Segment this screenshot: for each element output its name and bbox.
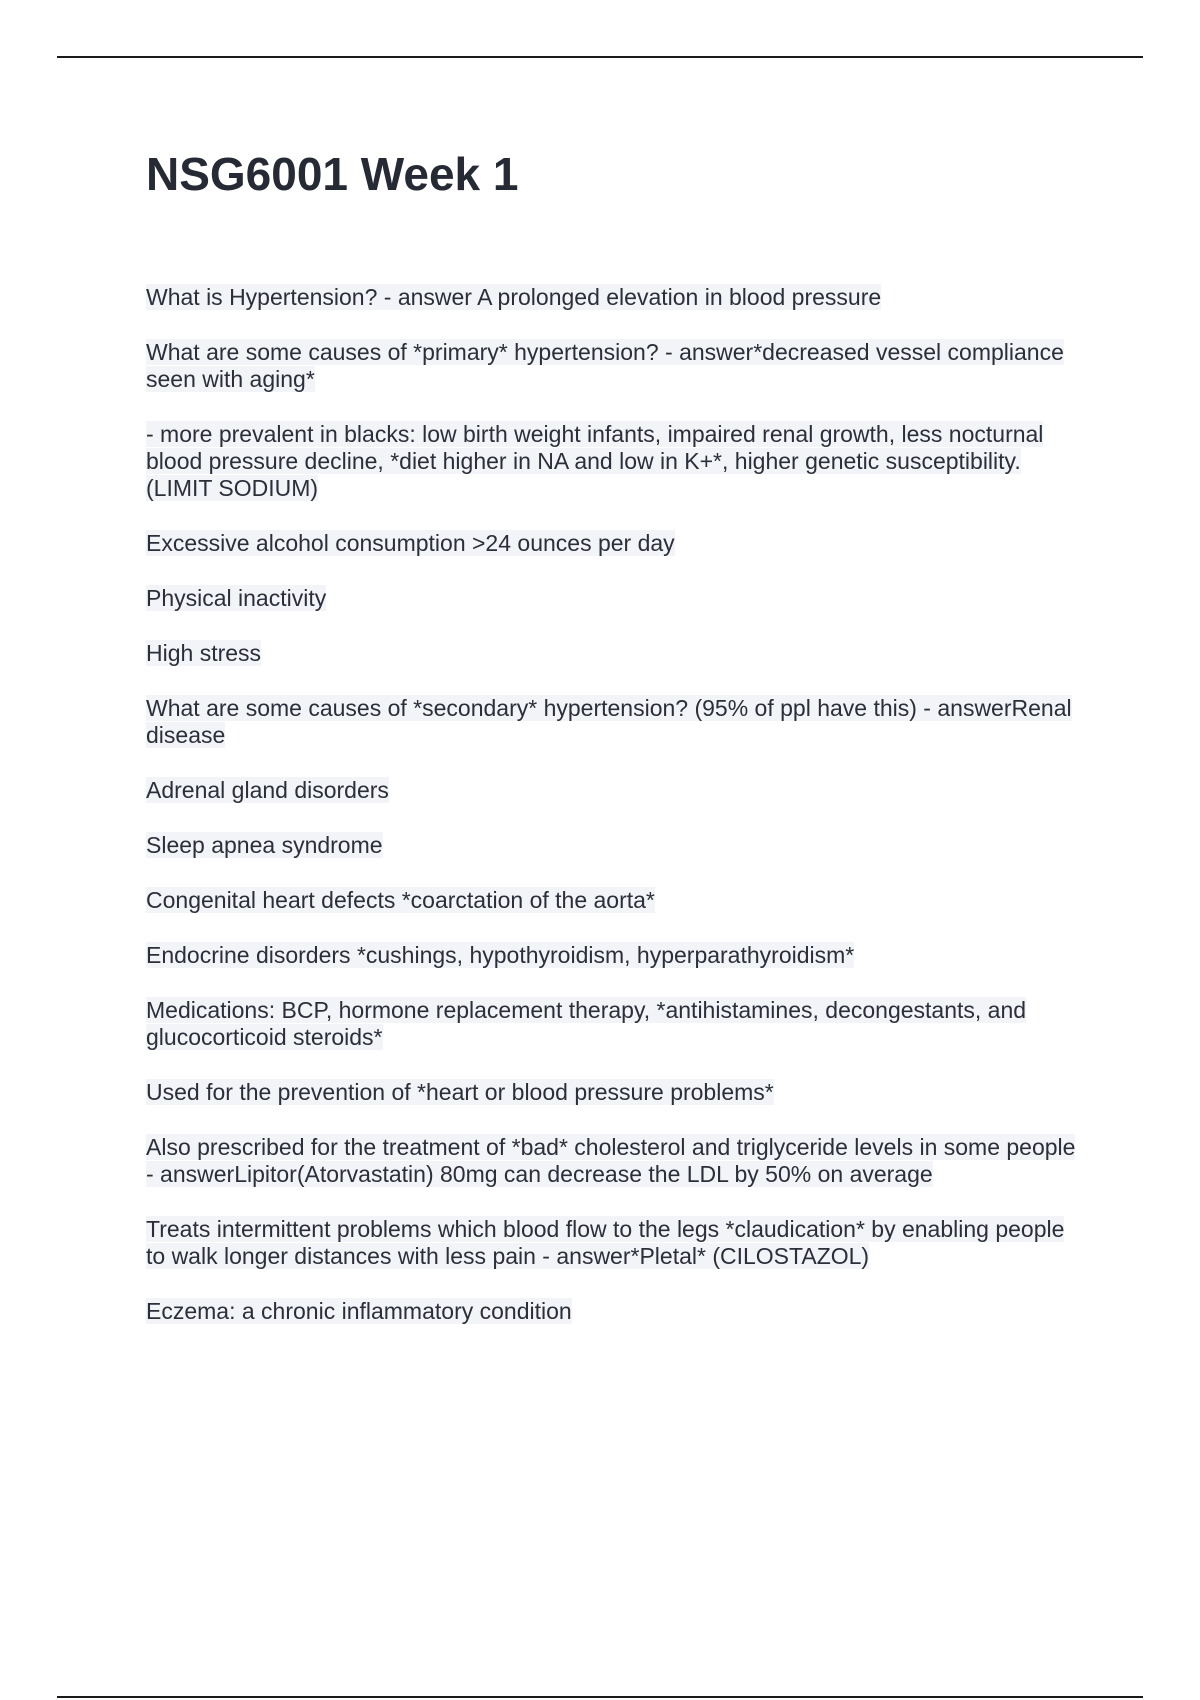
bottom-rule: [57, 1696, 1143, 1698]
paragraph: [146, 777, 1086, 804]
paragraph-text: Used for the prevention of *heart or blood pressure problems*: [146, 1079, 774, 1105]
paragraph-text: Adrenal gland disorders: [146, 777, 389, 803]
paragraph: [146, 640, 1086, 667]
document-body: [146, 284, 1086, 1353]
paragraph-text: High stress: [146, 640, 262, 666]
paragraph: [146, 695, 1086, 749]
paragraph: [146, 1298, 1086, 1325]
top-rule: [57, 56, 1143, 58]
paragraph-text: - more prevalent in blacks: low birth weight infants, impaired renal growth, less nocturnal blood pressure decline, *diet higher in NA and low in K+*, higher genetic susceptibility. (LIMIT SODIUM): [146, 421, 1044, 501]
paragraph: [146, 1079, 1086, 1106]
paragraph: [146, 997, 1086, 1051]
paragraph-text: Sleep apnea syndrome: [146, 832, 383, 858]
paragraph: [146, 887, 1086, 914]
paragraph-text: Medications: BCP, hormone replacement therapy, *antihistamines, decongestants, and glucocorticoid steroids*: [146, 997, 1027, 1050]
paragraph-text: Excessive alcohol consumption >24 ounces per day: [146, 530, 675, 556]
paragraph-text: Also prescribed for the treatment of *bad* cholesterol and triglyceride levels in some people - answerLipitor(Atorvastatin) 80mg can decrease the LDL by 50% on average: [146, 1134, 1076, 1187]
paragraph-text: What are some causes of *primary* hypertension? - answer*decreased vessel compliance seen with aging*: [146, 339, 1064, 392]
document-title: NSG6001 Week 1: [146, 148, 519, 200]
paragraph: [146, 284, 1086, 311]
paragraph-text: Endocrine disorders *cushings, hypothyroidism, hyperparathyroidism*: [146, 942, 855, 968]
paragraph-text: Congenital heart defects *coarctation of the aorta*: [146, 887, 655, 913]
paragraph-text: Physical inactivity: [146, 585, 327, 611]
paragraph-text: What are some causes of *secondary* hypertension? (95% of ppl have this) - answerRenal disease: [146, 695, 1072, 748]
paragraph: [146, 1216, 1086, 1270]
paragraph: [146, 530, 1086, 557]
paragraph-text: Treats intermittent problems which blood flow to the legs *claudication* by enabling people to walk longer distances with less pain - answer*Pletal* (CILOSTAZOL): [146, 1216, 1065, 1269]
paragraph: [146, 339, 1086, 393]
paragraph-text: What is Hypertension? - answer A prolonged elevation in blood pressure: [146, 284, 882, 310]
paragraph-text: Eczema: a chronic inflammatory condition: [146, 1298, 572, 1324]
paragraph: [146, 832, 1086, 859]
paragraph: [146, 942, 1086, 969]
paragraph: [146, 421, 1086, 502]
paragraph: [146, 585, 1086, 612]
paragraph: [146, 1134, 1086, 1188]
